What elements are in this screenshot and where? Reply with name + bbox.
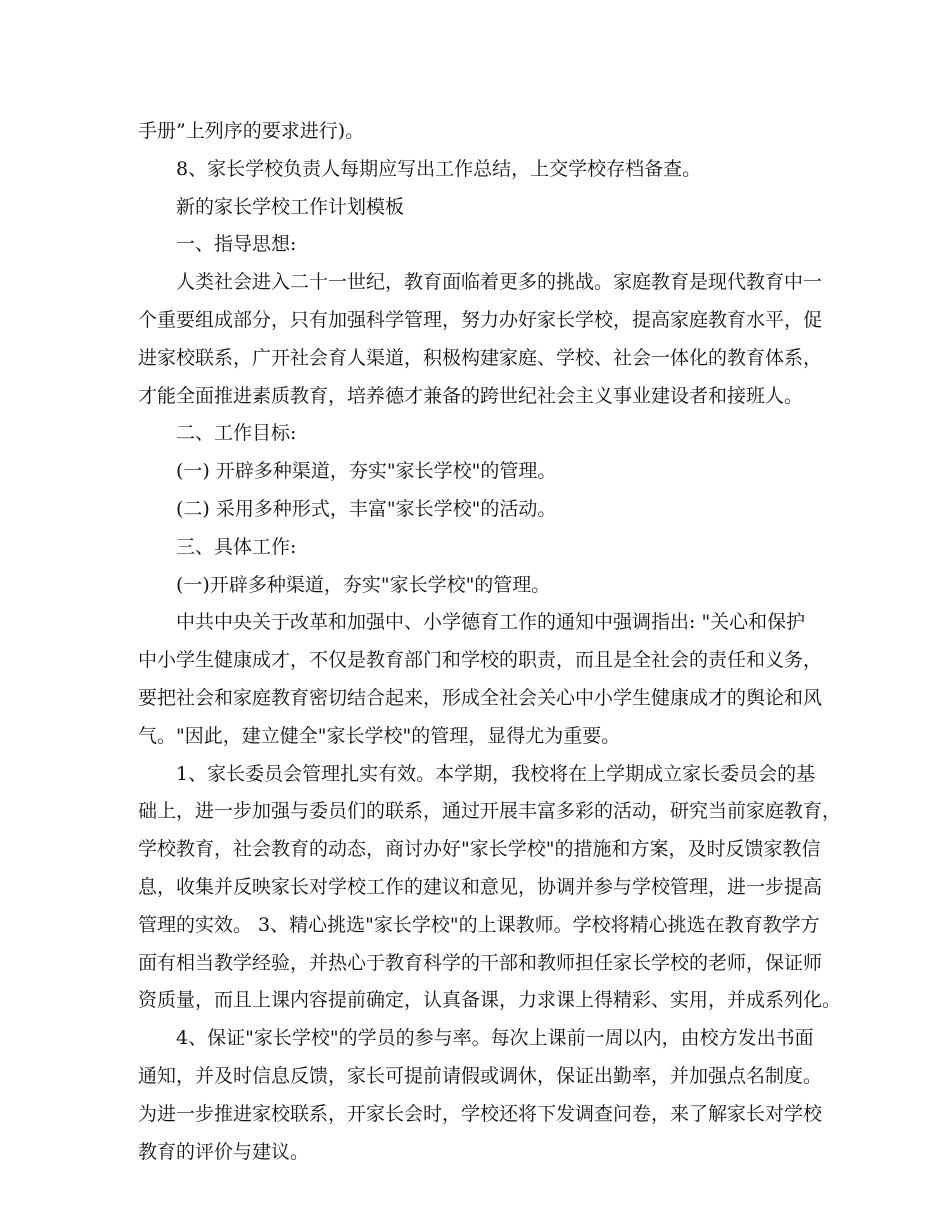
text-line: 手册”上列序的要求进行)。 bbox=[138, 120, 365, 142]
text-line: 要把社会和家庭教育密切结合起来，形成全社会关心中小学生健康成才的舆论和风 bbox=[138, 686, 823, 709]
text-line: 通知，并及时信息反馈，家长可提前请假或调休，保证出勤率，并加强点名制度。 bbox=[138, 1064, 823, 1087]
text-line: 1、家长委员会管理扎实有效。本学期，我校将在上学期成立家长委员会的基 bbox=[176, 762, 816, 785]
text-line: (一)开辟多种渠道，夯实"家长学校"的管理。 bbox=[176, 573, 551, 596]
text-line: 人类社会进入二十一世纪，教育面临着更多的挑战。家庭教育是现代教育中一 bbox=[176, 271, 823, 294]
text-line: 管理的实效。 3、精心挑选"家长学校"的上课教师。学校将精心挑选在教育教学方 bbox=[138, 913, 820, 936]
text-line: 8、家长学校负责人每期应写出工作总结，上交学校存档备查。 bbox=[176, 157, 702, 180]
text-line: 础上，进一步加强与委员们的联系，通过开展丰富多彩的活动，研究当前家庭教育， bbox=[138, 800, 842, 823]
text-line: 资质量，而且上课内容提前确定，认真备课，力求课上得精彩、实用，并成系列化。 bbox=[138, 989, 842, 1012]
text-line: 才能全面推进素质教育，培养德才兼备的跨世纪社会主义事业建设者和接班人。 bbox=[138, 384, 804, 407]
text-line: 息，收集并反映家长对学校工作的建议和意见，协调并参与学校管理，进一步提高 bbox=[138, 875, 823, 898]
text-line: 为进一步推进家校联系，开家长会时，学校还将下发调查问卷，来了解家长对学校 bbox=[138, 1102, 823, 1125]
text-line: 中共中央关于改革和加强中、小学德育工作的通知中强调指出: "关心和保护 bbox=[176, 611, 806, 634]
section-heading: 三、具体工作: bbox=[176, 535, 297, 558]
text-line: (一) 开辟多种渠道，夯实"家长学校"的管理。 bbox=[176, 460, 557, 483]
text-line: 4、保证"家长学校"的学员的参与率。每次上课前一周以内，由校方发出书面 bbox=[176, 1027, 814, 1050]
text-line: 气。"因此，建立健全"家长学校"的管理，显得尤为重要。 bbox=[138, 724, 621, 747]
section-heading: 一、指导思想: bbox=[176, 233, 297, 256]
text-line: 进家校联系，广开社会育人渠道，积极构建家庭、学校、社会一体化的教育体系， bbox=[138, 346, 823, 369]
text-line: (二) 采用多种形式，丰富"家长学校"的活动。 bbox=[176, 497, 557, 520]
section-title: 新的家长学校工作计划模板 bbox=[176, 195, 405, 218]
document-body bbox=[138, 113, 842, 1171]
text-line: 面有相当教学经验，并热心于教育科学的干部和教师担任家长学校的老师，保证师 bbox=[138, 951, 823, 974]
text-line: 中小学生健康成才，不仅是教育部门和学校的职责，而且是全社会的责任和义务， bbox=[138, 649, 823, 672]
text-line: 学校教育，社会教育的动态，商讨办好"家长学校"的措施和方案，及时反馈家教信 bbox=[138, 838, 821, 861]
text-line: 个重要组成部分，只有加强科学管理，努力办好家长学校，提高家庭教育水平，促 bbox=[138, 308, 823, 331]
text-line: 教育的评价与建议。 bbox=[138, 1140, 310, 1163]
section-heading: 二、工作目标: bbox=[176, 422, 297, 445]
